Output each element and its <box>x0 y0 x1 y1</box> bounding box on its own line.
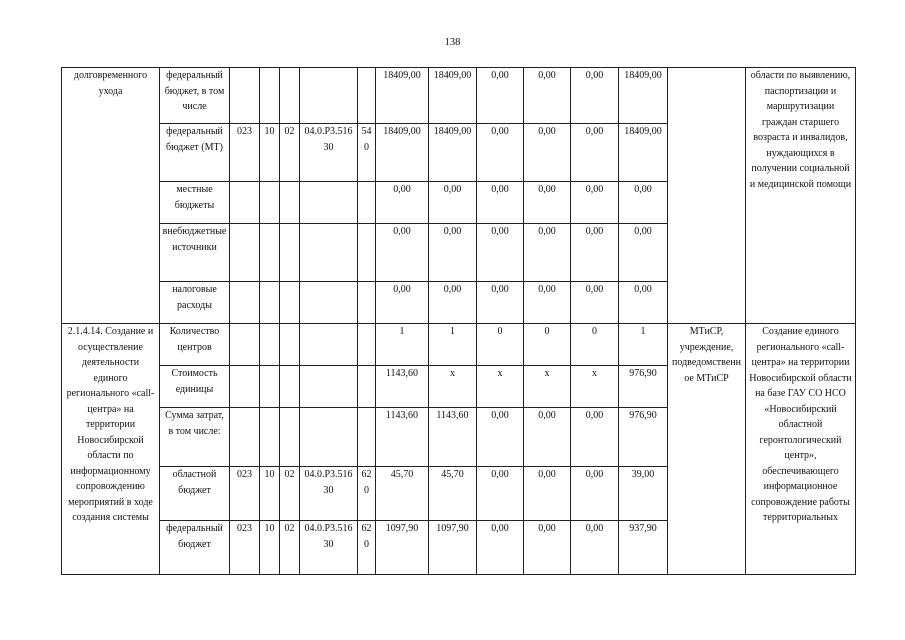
page-number: 138 <box>444 37 461 48</box>
value-cell: 0,00 <box>571 282 619 324</box>
value-cell: 45,70 <box>376 467 429 521</box>
vr-cell: 620 <box>358 467 376 521</box>
result-cell: Создание единого регионального «call-центра» на территории Новосибирской области на базе ГАУ СО НСО «Новосибирский областной геронтологический центр», обеспечивающего информационное сопровождение работы территориальных <box>746 324 856 575</box>
measure-name-cell: долговременного ухода <box>62 68 160 324</box>
code-cell: 023 <box>230 521 260 575</box>
code-cell <box>230 182 260 224</box>
indicator-cell: налоговые расходы <box>160 282 230 324</box>
value-cell: 0,00 <box>619 282 668 324</box>
value-cell: 0,00 <box>571 467 619 521</box>
value-cell: 0,00 <box>619 182 668 224</box>
csr-cell: 04.0.Р3.51630 <box>300 467 358 521</box>
value-cell: 1143,60 <box>429 408 477 467</box>
csr-cell: 04.0.Р3.51630 <box>300 124 358 182</box>
value-cell: 18409,00 <box>619 124 668 182</box>
executor-cell: МТиСР, учреждение, подведомственное МТиСР <box>668 324 746 575</box>
csr-cell: 04.0.Р3.51630 <box>300 521 358 575</box>
value-cell: 0,00 <box>571 68 619 124</box>
pr-cell: 02 <box>280 124 300 182</box>
rz-cell: 10 <box>260 521 280 575</box>
value-cell: 0,00 <box>571 521 619 575</box>
vr-cell <box>358 282 376 324</box>
vr-cell <box>358 68 376 124</box>
value-cell: 0,00 <box>429 182 477 224</box>
indicator-cell: внебюджетные источники <box>160 224 230 282</box>
value-cell: 1097,90 <box>429 521 477 575</box>
vr-cell <box>358 408 376 467</box>
vr-cell <box>358 324 376 366</box>
executor-cell <box>668 68 746 324</box>
value-cell: 1 <box>376 324 429 366</box>
value-cell: 39,00 <box>619 467 668 521</box>
value-cell: х <box>524 366 571 408</box>
rz-cell <box>260 282 280 324</box>
code-cell <box>230 68 260 124</box>
table-row <box>62 324 856 366</box>
value-cell: 0 <box>524 324 571 366</box>
value-cell: х <box>477 366 524 408</box>
value-cell: 1 <box>619 324 668 366</box>
value-cell: 1143,60 <box>376 366 429 408</box>
vr-cell <box>358 182 376 224</box>
value-cell: 0,00 <box>477 282 524 324</box>
pr-cell <box>280 366 300 408</box>
rz-cell <box>260 68 280 124</box>
value-cell: 0,00 <box>524 124 571 182</box>
value-cell: х <box>571 366 619 408</box>
value-cell: х <box>429 366 477 408</box>
budget-table <box>61 67 856 575</box>
value-cell: 0,00 <box>477 124 524 182</box>
value-cell: 18409,00 <box>376 124 429 182</box>
csr-cell <box>300 324 358 366</box>
indicator-cell: федеральный бюджет <box>160 521 230 575</box>
value-cell: 18409,00 <box>376 68 429 124</box>
rz-cell <box>260 408 280 467</box>
pr-cell <box>280 282 300 324</box>
value-cell: 0,00 <box>429 282 477 324</box>
rz-cell <box>260 324 280 366</box>
value-cell: 0,00 <box>477 467 524 521</box>
value-cell: 0,00 <box>376 224 429 282</box>
pr-cell <box>280 324 300 366</box>
indicator-cell: федеральный бюджет, в том числе <box>160 68 230 124</box>
value-cell: 18409,00 <box>429 124 477 182</box>
pr-cell <box>280 408 300 467</box>
vr-cell <box>358 366 376 408</box>
table-row <box>62 68 856 124</box>
rz-cell: 10 <box>260 124 280 182</box>
indicator-cell: областной бюджет <box>160 467 230 521</box>
code-cell <box>230 408 260 467</box>
csr-cell <box>300 224 358 282</box>
value-cell: 1 <box>429 324 477 366</box>
value-cell: 0,00 <box>571 224 619 282</box>
value-cell: 0,00 <box>477 182 524 224</box>
value-cell: 0,00 <box>524 408 571 467</box>
csr-cell <box>300 182 358 224</box>
value-cell: 976,90 <box>619 408 668 467</box>
indicator-cell: федеральный бюджет (МТ) <box>160 124 230 182</box>
value-cell: 0,00 <box>429 224 477 282</box>
value-cell: 937,90 <box>619 521 668 575</box>
code-cell <box>230 366 260 408</box>
pr-cell <box>280 68 300 124</box>
value-cell: 0,00 <box>376 182 429 224</box>
value-cell: 18409,00 <box>619 68 668 124</box>
vr-cell: 540 <box>358 124 376 182</box>
indicator-cell: Сумма затрат, в том числе: <box>160 408 230 467</box>
csr-cell <box>300 366 358 408</box>
rz-cell <box>260 182 280 224</box>
indicator-cell: местные бюджеты <box>160 182 230 224</box>
indicator-cell: Стоимость единицы <box>160 366 230 408</box>
value-cell: 18409,00 <box>429 68 477 124</box>
value-cell: 0,00 <box>477 224 524 282</box>
value-cell: 0 <box>477 324 524 366</box>
code-cell <box>230 324 260 366</box>
value-cell: 0 <box>571 324 619 366</box>
value-cell: 1143,60 <box>376 408 429 467</box>
csr-cell <box>300 68 358 124</box>
vr-cell: 620 <box>358 521 376 575</box>
rz-cell <box>260 224 280 282</box>
value-cell: 1097,90 <box>376 521 429 575</box>
value-cell: 0,00 <box>524 182 571 224</box>
pr-cell: 02 <box>280 521 300 575</box>
indicator-cell: Количество центров <box>160 324 230 366</box>
pr-cell <box>280 182 300 224</box>
rz-cell <box>260 366 280 408</box>
value-cell: 0,00 <box>477 408 524 467</box>
pr-cell: 02 <box>280 467 300 521</box>
csr-cell <box>300 282 358 324</box>
value-cell: 0,00 <box>524 467 571 521</box>
value-cell: 976,90 <box>619 366 668 408</box>
vr-cell <box>358 224 376 282</box>
code-cell: 023 <box>230 467 260 521</box>
csr-cell <box>300 408 358 467</box>
value-cell: 0,00 <box>571 182 619 224</box>
value-cell: 0,00 <box>619 224 668 282</box>
value-cell: 0,00 <box>524 521 571 575</box>
measure-name-cell: 2.1.4.14. Создание и осуществление деятельности единого регионального «call-центра» на территории Новосибирской области по информационному сопровождению мероприятий в ходе создания системы <box>62 324 160 575</box>
value-cell: 0,00 <box>524 68 571 124</box>
value-cell: 45,70 <box>429 467 477 521</box>
value-cell: 0,00 <box>571 408 619 467</box>
pr-cell <box>280 224 300 282</box>
value-cell: 0,00 <box>524 282 571 324</box>
code-cell <box>230 282 260 324</box>
value-cell: 0,00 <box>376 282 429 324</box>
value-cell: 0,00 <box>477 68 524 124</box>
value-cell: 0,00 <box>524 224 571 282</box>
value-cell: 0,00 <box>477 521 524 575</box>
code-cell <box>230 224 260 282</box>
code-cell: 023 <box>230 124 260 182</box>
rz-cell: 10 <box>260 467 280 521</box>
result-cell: области по выявлению, паспортизации и маршрутизации граждан старшего возраста и инвалидов, нуждающихся в получении социальной и медицинской помощи <box>746 68 856 324</box>
value-cell: 0,00 <box>571 124 619 182</box>
